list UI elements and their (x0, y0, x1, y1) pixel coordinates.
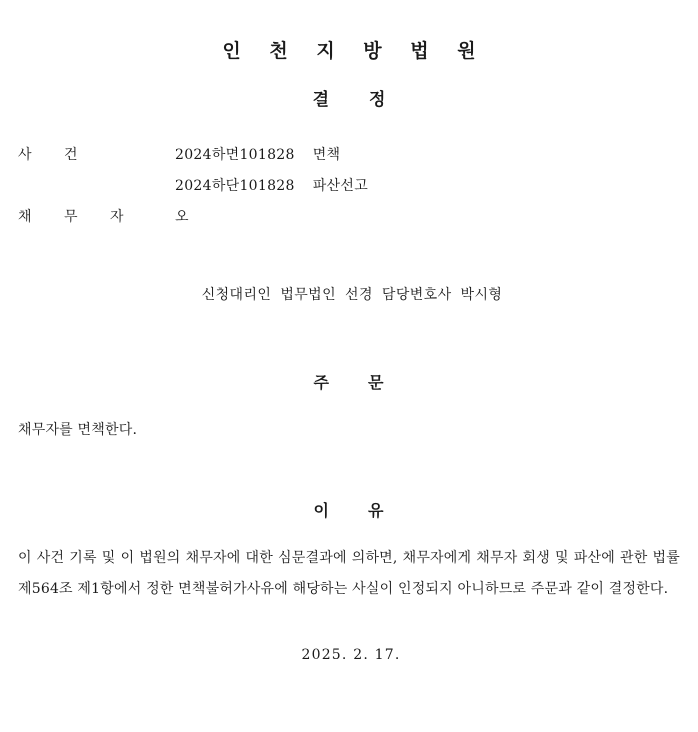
law-firm-label: 법무법인 (280, 287, 337, 303)
order-text: 채무자를 면책한다. (18, 422, 138, 438)
metadata-label-case: 사 건 (18, 147, 92, 163)
document-kind-right: 정 (369, 90, 388, 110)
case-name-1: 면책 (312, 147, 341, 163)
metadata-row-case (0, 144, 698, 164)
reason-heading-left: 이 (313, 501, 330, 520)
metadata-row-debtor (0, 206, 698, 226)
metadata-value-case-secondary (175, 175, 698, 195)
case-metadata (0, 144, 698, 226)
document-kind-left: 결 (312, 90, 331, 110)
document-page (0, 36, 698, 732)
case-number-2: 2024하단101828 (175, 178, 295, 194)
metadata-value-debtor (175, 206, 698, 226)
order-heading-right: 문 (368, 373, 385, 392)
order-heading-left: 주 (313, 373, 330, 392)
order-section-heading (0, 370, 698, 393)
reason-text: 이 사건 기록 및 이 법원의 채무자에 대한 심문결과에 의하면, 채무자에게 채무자 회생 및 파산에 관한 법률 제564조 제1항에서 정한 면책불허가사유에 해당하는 사실이 인정되지 아니하므로 주문과 같이 결정한다. (18, 550, 680, 597)
metadata-row-case-secondary (0, 175, 698, 195)
reason-heading-right: 유 (368, 501, 385, 520)
attorney-name: 박시형 (460, 287, 503, 303)
case-name-2: 파산선고 (312, 178, 369, 194)
attorney-in-charge-label: 담당변호사 (381, 287, 452, 303)
metadata-label-debtor: 채 무 자 (18, 209, 138, 225)
court-title: 인 천 지 방 법 원 (222, 40, 487, 62)
case-number-1: 2024하면101828 (175, 147, 295, 163)
law-firm-name: 선경 (345, 287, 373, 303)
metadata-value-case (175, 144, 698, 164)
document-kind-heading (0, 85, 698, 110)
reason-section-heading (0, 498, 698, 521)
decision-date: 2025. 2. 17. (301, 647, 401, 663)
attorney-line (0, 284, 698, 304)
attorney-role: 신청대리인 (201, 287, 272, 303)
debtor-name: 오 (175, 209, 189, 225)
